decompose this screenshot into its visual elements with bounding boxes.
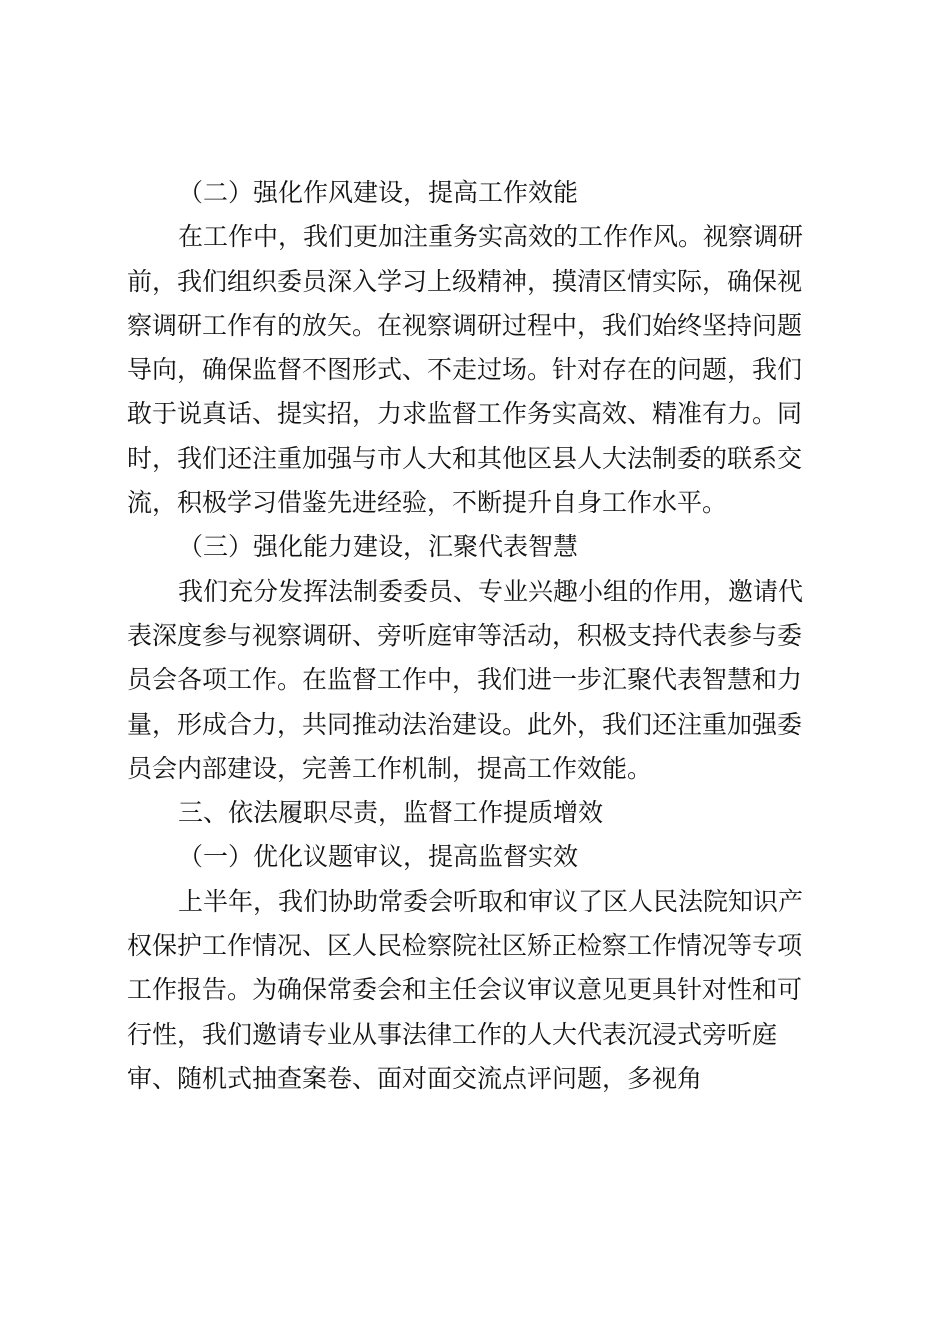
paragraph-line: 敢于说真话、提实招，力求监督工作务实高效、精准有力。同 [127, 399, 803, 429]
paragraph-line: 上半年，我们协助常委会听取和审议了区人民法院知识产 [178, 886, 804, 916]
section-heading-1: （一）优化议题审议，提高监督实效 [178, 842, 579, 872]
paragraph-line: 我们充分发挥法制委委员、专业兴趣小组的作用，邀请代 [178, 576, 804, 606]
paragraph-line: 量，形成合力，共同推动法治建设。此外，我们还注重加强委 [127, 709, 803, 739]
paragraph-line: 在工作中，我们更加注重务实高效的工作作风。视察调研 [178, 222, 804, 252]
paragraph-line: 员会各项工作。在监督工作中，我们进一步汇聚代表智慧和力 [127, 665, 803, 695]
paragraph-line: 员会内部建设，完善工作机制，提高工作效能。 [127, 753, 653, 783]
paragraph-line: 表深度参与视察调研、旁听庭审等活动，积极支持代表参与委 [127, 620, 803, 650]
chapter-heading-3: 三、依法履职尽责，监督工作提质增效 [178, 798, 604, 828]
paragraph-line: 察调研工作有的放矢。在视察调研过程中，我们始终坚持问题 [127, 310, 803, 340]
paragraph-line: 时，我们还注重加强与市人大和其他区县人大法制委的联系交 [127, 443, 803, 473]
section-heading-3: （三）强化能力建设，汇聚代表智慧 [178, 532, 579, 562]
paragraph-line: 工作报告。为确保常委会和主任会议审议意见更具针对性和可 [127, 975, 803, 1005]
paragraph-line: 前，我们组织委员深入学习上级精神，摸清区情实际，确保视 [127, 266, 803, 296]
paragraph-line: 权保护工作情况、区人民检察院社区矫正检察工作情况等专项 [127, 931, 803, 961]
paragraph-line: 导向，确保监督不图形式、不走过场。针对存在的问题，我们 [127, 355, 803, 385]
paragraph-line: 流，积极学习借鉴先进经验，不断提升自身工作水平。 [127, 488, 728, 518]
paragraph-line: 审、随机式抽查案卷、面对面交流点评问题，多视角 [127, 1063, 703, 1093]
paragraph-line: 行性，我们邀请专业从事法律工作的人大代表沉浸式旁听庭 [127, 1019, 778, 1049]
section-heading-2: （二）强化作风建设，提高工作效能 [178, 178, 579, 207]
document-body [127, 171, 832, 1101]
